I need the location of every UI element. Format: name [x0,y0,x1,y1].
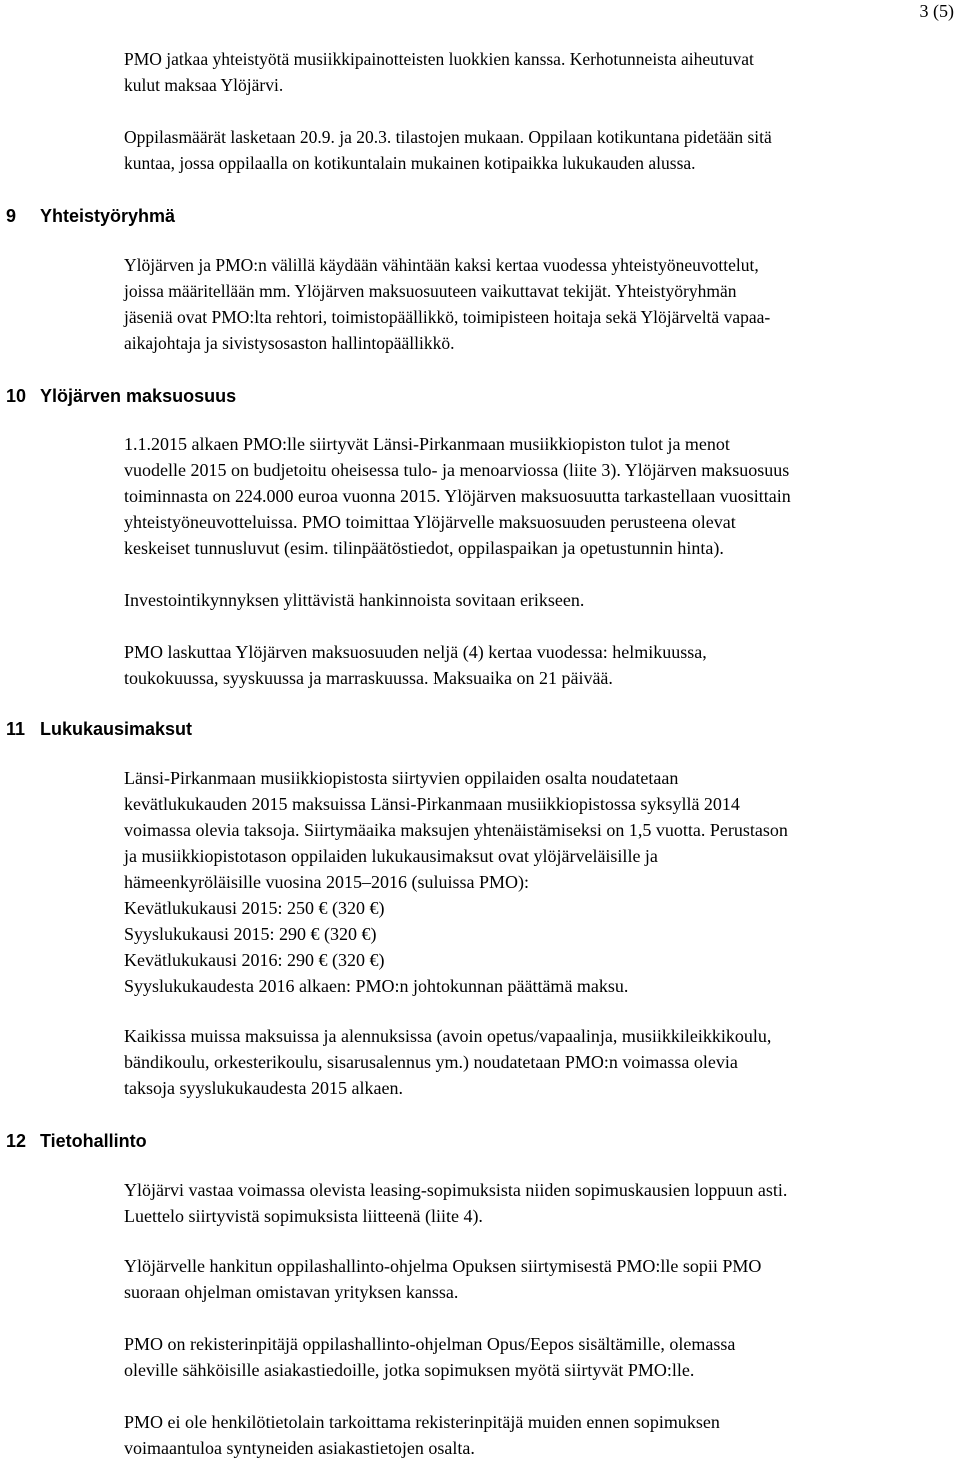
text-line: kevätlukukauden 2015 maksuissa Länsi-Pirkanmaan musiikkiopistossa syksyllä 2014 [124,794,740,814]
section-title: Tietohallinto [40,1131,147,1151]
text-line: PMO ei ole henkilötietolain tarkoittama rekisterinpitäjä muiden ennen sopimuksen [124,1412,720,1432]
section-heading-10 [6,384,236,408]
fee-line: Kevätlukukausi 2015: 250 € (320 €) [124,898,385,918]
text-line: PMO on rekisterinpitäjä oppilashallinto-ohjelman Opus/Eepos sisältämille, olemassa [124,1334,736,1354]
text-line: toukokuussa, syyskuussa ja marraskuussa. Maksuaika on 21 päivää. [124,668,613,688]
text-line: vuodelle 2015 on budjetoitu oheisessa tulo- ja menoarviossa (liite 3). Ylöjärven maksuosuus [124,460,790,480]
paragraph-tuition-fees [124,765,958,999]
text-line: PMO laskuttaa Ylöjärven maksuosuuden neljä (4) kertaa vuodessa: helmikuussa, [124,642,707,662]
text-line: ja musiikkiopistotason oppilaiden lukukausimaksut ovat ylöjärveläisille ja [124,846,658,866]
text-line: voimaantuloa syntyneiden asiakastietojen osalta. [124,1438,475,1458]
fee-line: Kevätlukukausi 2016: 290 € (320 €) [124,950,385,970]
paragraph-billing [124,639,958,691]
text-line: Kaikissa muissa maksuissa ja alennuksissa (avoin opetus/vapaalinja, musiikkileikkikoulu, [124,1026,772,1046]
text-line: taksoja syyslukukaudesta 2015 alkaen. [124,1078,403,1098]
page-number: 3 (5) [919,1,954,21]
text-line: Länsi-Pirkanmaan musiikkiopistosta siirtyvien oppilaiden osalta noudatetaan [124,768,679,788]
paragraph-student-counts [124,124,958,176]
fee-line: Syyslukukaudesta 2016 alkaen: PMO:n johtokunnan päättämä maksu. [124,976,629,996]
text-line: PMO jatkaa yhteistyötä musiikkipainotteisten luokkien kanssa. Kerhotunneista aiheutuvat [124,49,754,69]
text-line: oleville sähköisille asiakastiedoille, jotka sopimuksen myötä siirtyvät PMO:lle. [124,1360,695,1380]
text-line: suoraan ohjelman omistavan yrityksen kanssa. [124,1282,459,1302]
text-line: Ylöjärvi vastaa voimassa olevista leasing-sopimuksista niiden sopimuskausien loppuun asti. [124,1180,788,1200]
text-line: aikajohtaja ja sivistysosaston hallintopäällikkö. [124,333,455,353]
paragraph-cooperation-group [124,252,958,356]
paragraph-leasing [124,1177,958,1229]
fee-line: Syyslukukausi 2015: 290 € (320 €) [124,924,377,944]
section-number: 10 [6,386,27,406]
section-heading-9 [6,204,175,228]
section-number: 9 [6,206,17,226]
section-heading-12 [6,1129,147,1153]
paragraph-music-classes [124,46,958,98]
section-title: Ylöjärven maksuosuus [40,386,237,406]
text-line: Luettelo siirtyvistä sopimuksista liitteenä (liite 4). [124,1206,483,1226]
paragraph-opus-software [124,1253,958,1305]
text-line: toiminnasta on 224.000 euroa vuonna 2015. Ylöjärven maksuosuutta tarkastellaan vuosittain [124,486,791,506]
paragraph-investments [124,587,958,613]
text-line: Investointikynnyksen ylittävistä hankinnoista sovitaan erikseen. [124,590,585,610]
text-line: voimassa olevia taksoja. Siirtymäaika maksujen yhtenäistämiseksi on 1,5 vuotta. Perustason [124,820,788,840]
section-title: Lukukausimaksut [40,719,193,739]
section-heading-11 [6,717,192,741]
section-number: 12 [6,1131,27,1151]
text-line: jäseniä ovat PMO:lta rehtori, toimistopäällikkö, toimipisteen hoitaja sekä Ylöjärveltä vapaa- [124,307,771,327]
paragraph-other-fees [124,1023,958,1101]
paragraph-registry-keeper [124,1331,958,1383]
section-title: Yhteistyöryhmä [40,206,176,226]
text-line: keskeiset tunnusluvut (esim. tilinpäätöstiedot, oppilaspaikan ja opetustunnin hinta). [124,538,724,558]
text-line: Ylöjärvelle hankitun oppilashallinto-ohjelma Opuksen siirtymisestä PMO:lle sopii PMO [124,1256,762,1276]
section-number: 11 [6,719,26,739]
text-line: Oppilasmäärät lasketaan 20.9. ja 20.3. tilastojen mukaan. Oppilaan kotikuntana pidetään sitä [124,127,772,147]
paragraph-not-registry-keeper [124,1409,958,1461]
text-line: hämeenkyröläisille vuosina 2015–2016 (suluissa PMO): [124,872,529,892]
text-line: yhteistyöneuvotteluissa. PMO toimittaa Ylöjärvelle maksuosuuden perusteena olevat [124,512,736,532]
text-line: kuntaa, jossa oppilaalla on kotikuntalain mukainen kotipaikka lukukauden alussa. [124,153,696,173]
text-line: Ylöjärven ja PMO:n välillä käydään vähintään kaksi kertaa vuodessa yhteistyöneuvottelut, [124,255,759,275]
text-line: bändikoulu, orkesterikoulu, sisarusalennus ym.) noudatetaan PMO:n voimassa olevia [124,1052,738,1072]
text-line: joissa määritellään mm. Ylöjärven maksuosuuteen vaikuttavat tekijät. Yhteistyöryhmän [124,281,737,301]
text-line: kulut maksaa Ylöjärvi. [124,75,284,95]
paragraph-contribution [124,431,958,561]
text-line: 1.1.2015 alkaen PMO:lle siirtyvät Länsi-Pirkanmaan musiikkiopiston tulot ja menot [124,434,730,454]
